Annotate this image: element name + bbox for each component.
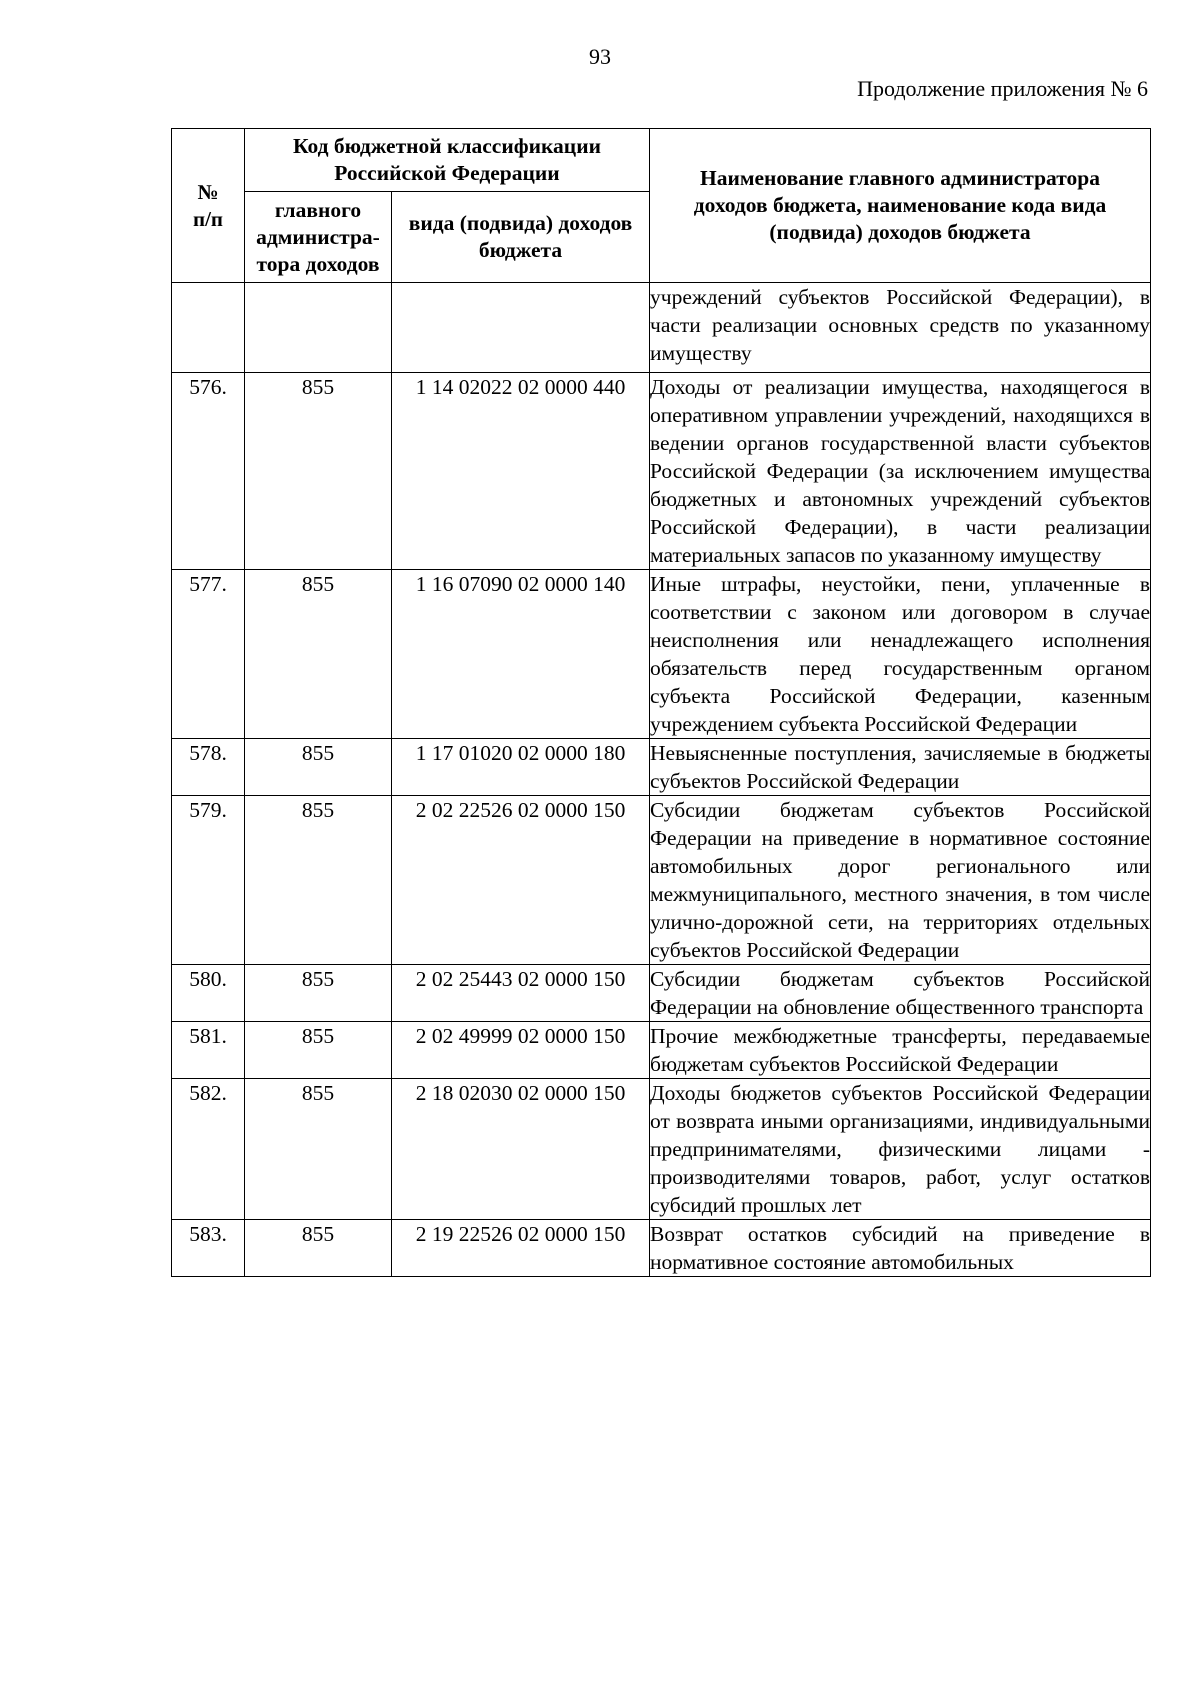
table-row [172,1079,1151,1220]
income-code [392,283,650,373]
budget-income-table [171,128,1151,1277]
income-code: 2 02 25443 02 0000 150 [392,965,650,1022]
table-row [172,1022,1151,1079]
row-number: 578. [172,739,245,796]
table-row [172,283,1151,373]
table-row [172,373,1151,570]
row-number [172,283,245,373]
table-row [172,739,1151,796]
income-description: Субсидии бюджетам субъектов Российской Федерации на приведение в нормативное состояние автомобильных дорог регионального или межмуниципального, местного значения, в том числе улично-дорожной сети, на территориях отдельных субъектов Российской Федерации [650,796,1151,965]
admin-code [245,283,392,373]
row-number: 579. [172,796,245,965]
table-row [172,570,1151,739]
income-description: учреждений субъектов Российской Федерации), в части реализации основных средств по указанному имуществу [650,283,1151,373]
admin-code: 855 [245,1022,392,1079]
admin-code: 855 [245,965,392,1022]
header-income-type-code: вида (подвида) доходов бюджета [392,192,650,283]
header-name: Наименование главного администратора доходов бюджета, наименование кода вида (подвида) доходов бюджета [650,129,1151,283]
header-admin-code: главного администра-тора доходов [245,192,392,283]
income-code: 2 18 02030 02 0000 150 [392,1079,650,1220]
row-number: 583. [172,1220,245,1277]
income-description: Иные штрафы, неустойки, пени, уплаченные в соответствии с законом или договором в случае неисполнения или ненадлежащего исполнения обязательств перед государственным органом субъекта Российской Федерации, казенным учреждением субъекта Российской Федерации [650,570,1151,739]
admin-code: 855 [245,1220,392,1277]
row-number: 576. [172,373,245,570]
income-code: 1 17 01020 02 0000 180 [392,739,650,796]
income-description: Субсидии бюджетам субъектов Российской Федерации на обновление общественного транспорта [650,965,1151,1022]
income-description: Возврат остатков субсидий на приведение в нормативное состояние автомобильных [650,1220,1151,1277]
admin-code: 855 [245,1079,392,1220]
table-row [172,1220,1151,1277]
income-description: Прочие межбюджетные трансферты, передаваемые бюджетам субъектов Российской Федерации [650,1022,1151,1079]
income-code: 2 19 22526 02 0000 150 [392,1220,650,1277]
page-number: 93 [589,44,611,69]
income-code: 2 02 49999 02 0000 150 [392,1022,650,1079]
income-code: 2 02 22526 02 0000 150 [392,796,650,965]
income-description: Невыясненные поступления, зачисляемые в бюджеты субъектов Российской Федерации [650,739,1151,796]
admin-code: 855 [245,796,392,965]
admin-code: 855 [245,373,392,570]
income-description: Доходы бюджетов субъектов Российской Федерации от возврата иными организациями, индивидуальными предпринимателями, физическими лицами - производителями товаров, работ, услуг остатков субсидий прошлых лет [650,1079,1151,1220]
admin-code: 855 [245,739,392,796]
row-number: 580. [172,965,245,1022]
income-code: 1 14 02022 02 0000 440 [392,373,650,570]
row-number: 581. [172,1022,245,1079]
table-row [172,965,1151,1022]
header-row-number: № п/п [172,129,245,283]
header-kbk-group: Код бюджетной классификации Российской Федерации [245,129,650,192]
table-row [172,796,1151,965]
admin-code: 855 [245,570,392,739]
appendix-continuation: Продолжение приложения № 6 [857,76,1148,101]
row-number: 582. [172,1079,245,1220]
income-description: Доходы от реализации имущества, находящегося в оперативном управлении учреждений, находящихся в ведении органов государственной власти субъектов Российской Федерации (за исключением имущества бюджетных и автономных учреждений субъектов Российской Федерации), в части реализации материальных запасов по указанному имуществу [650,373,1151,570]
row-number: 577. [172,570,245,739]
income-code: 1 16 07090 02 0000 140 [392,570,650,739]
